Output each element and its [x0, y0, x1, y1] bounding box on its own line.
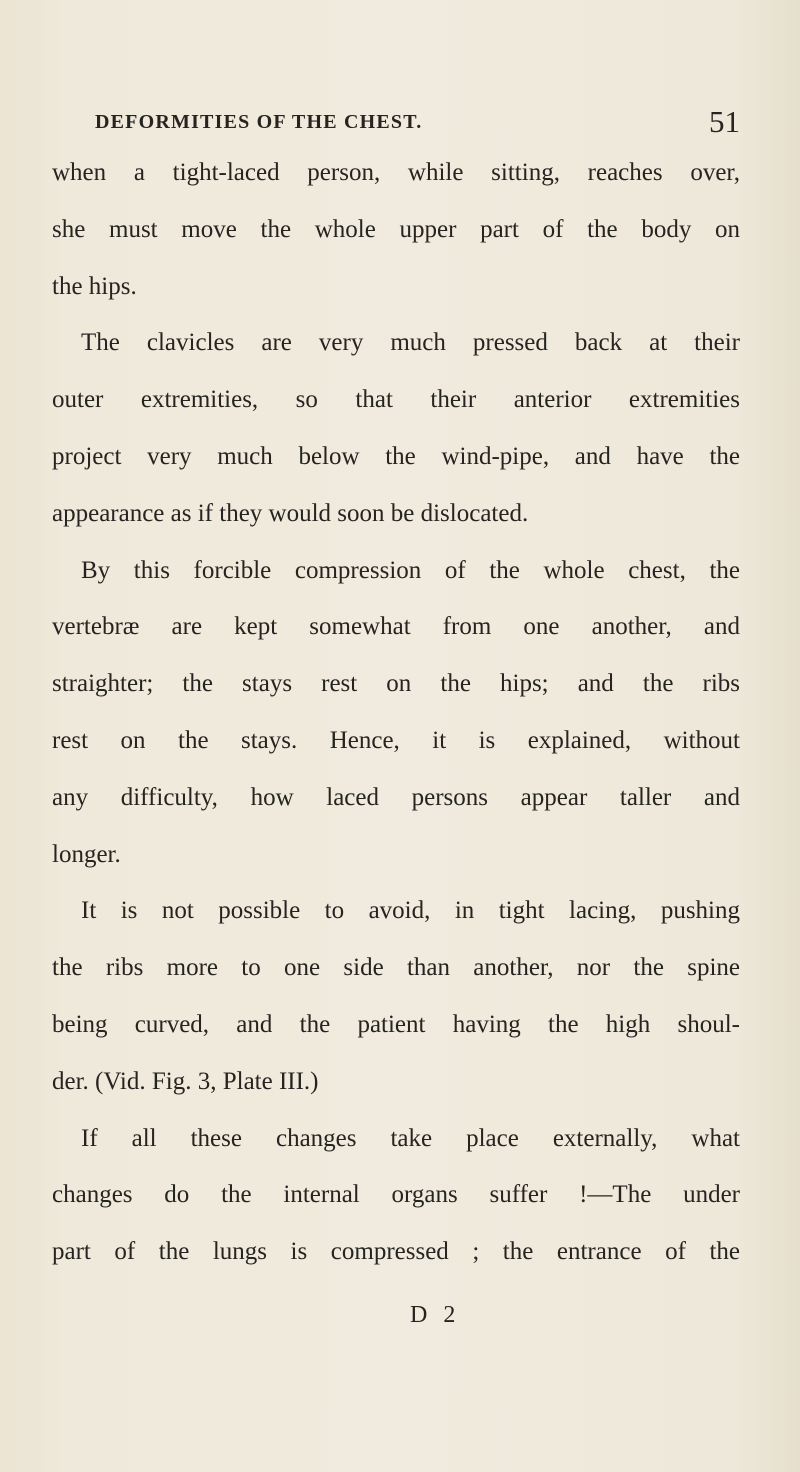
text-line: she must move the whole upper part of the body on [52, 215, 740, 243]
text-line: the hips. [52, 272, 137, 300]
text-line: By this forcible compression of the whole chest, the [81, 556, 740, 584]
text-line: The clavicles are very much pressed back at their [81, 329, 740, 357]
text-line: If all these changes take place externally, what [81, 1124, 740, 1152]
signature-mark: D 2 [410, 1302, 461, 1328]
text-line: the ribs more to one side than another, nor the spine [52, 954, 740, 982]
text-line: vertebræ are kept somewhat from one another, and [52, 613, 740, 641]
text-line: project very much below the wind-pipe, and have the [52, 442, 740, 470]
text-line: part of the lungs is compressed ; the entrance of the [52, 1238, 740, 1266]
text-line: changes do the internal organs suffer !—The under [52, 1181, 740, 1209]
text-line: any difficulty, how laced persons appear taller and [52, 783, 740, 811]
text-line: when a tight-laced person, while sitting, reaches over, [52, 159, 740, 186]
body-text [52, 145, 740, 1281]
page-header [95, 104, 740, 142]
text-line: being curved, and the patient having the high shoul- [52, 1010, 740, 1038]
running-head: DEFORMITIES OF THE CHEST. [95, 111, 423, 133]
text-line: It is not possible to avoid, in tight lacing, pushing [81, 897, 740, 925]
text-line: outer extremities, so that their anterior extremities [52, 386, 740, 414]
text-line: der. (Vid. Fig. 3, Plate III.) [52, 1067, 319, 1095]
page-number: 51 [709, 104, 740, 139]
text-line: longer. [52, 840, 121, 868]
text-line: appearance as if they would soon be dislocated. [52, 499, 529, 527]
text-line: straighter; the stays rest on the hips; and the ribs [52, 670, 740, 698]
text-line: rest on the stays. Hence, it is explained, without [52, 726, 740, 754]
